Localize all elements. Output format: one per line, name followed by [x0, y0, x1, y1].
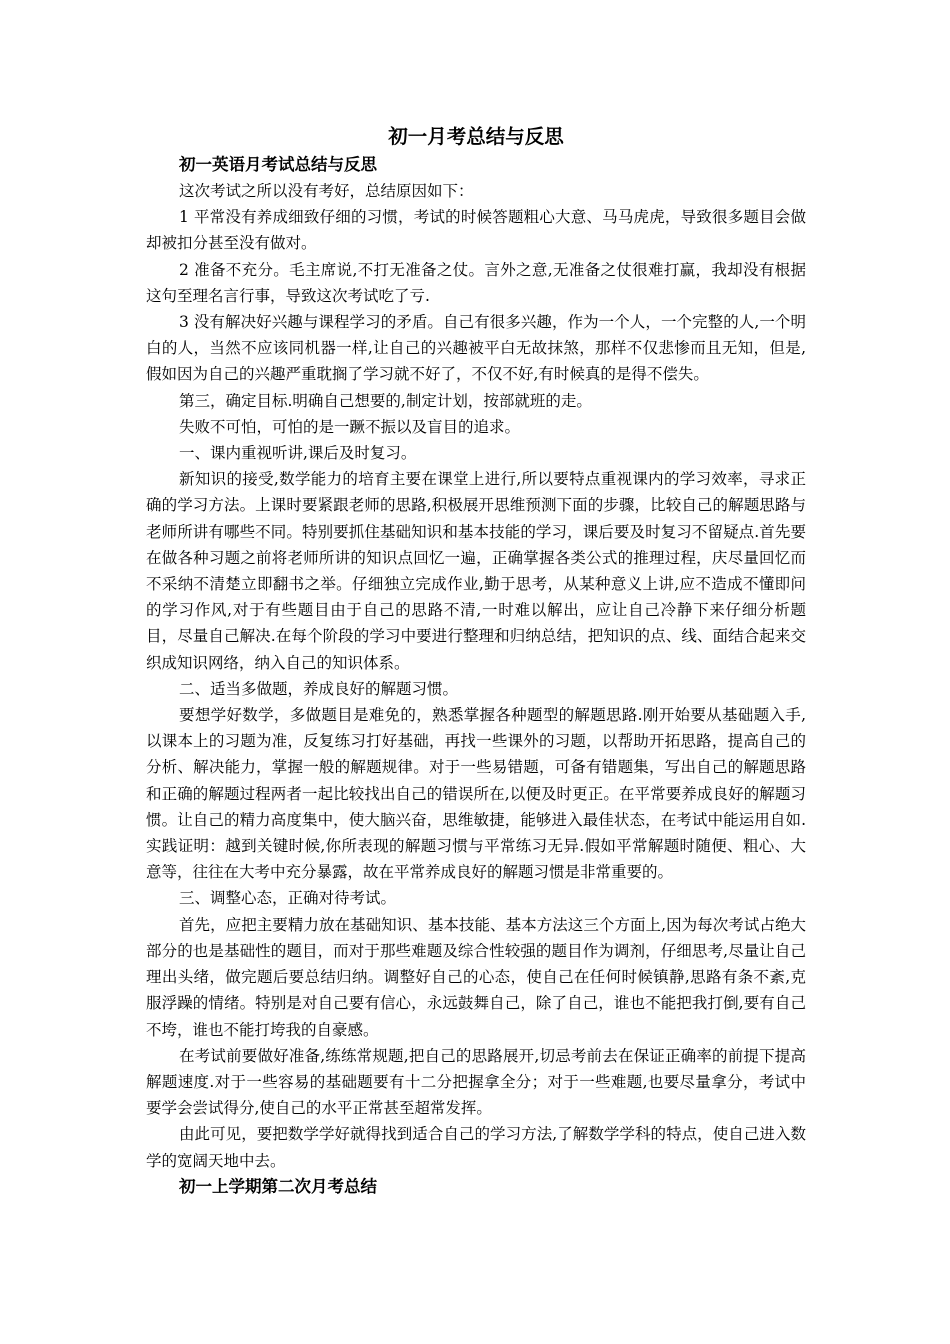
- paragraph-intro: 这次考试之所以没有考好，总结原因如下：: [179, 182, 474, 200]
- heading-more-exercises: 二、适当多做题，养成良好的解题习惯。: [179, 679, 459, 698]
- document-title: 初一月考总结与反思: [388, 125, 564, 148]
- paragraph-preparation: 在考试前要做好准备,练练常规题,把自己的思路展开,切忌考前去在保证正确率的前提下提高解题速度.对于一些容易的基础题要有十二分把握拿全分；对于一些难题,也要尽量拿分，考试中要学会尝试得分,使自己的水平正常甚至超常发挥。: [146, 1046, 806, 1118]
- paragraph-reason-2: 2 准备不充分。毛主席说,不打无准备之仗。言外之意,无准备之仗很难打赢，我却没有根据这句至理名言行事，导致这次考试吃了亏.: [146, 260, 806, 305]
- section-title-second-exam: 初一上学期第二次月考总结: [179, 1176, 377, 1196]
- section-title-english-exam: 初一英语月考试总结与反思: [179, 155, 377, 174]
- document-body: [146, 124, 806, 1200]
- paragraph-failure: 失败不可怕，可怕的是一蹶不振以及盲目的追求。: [179, 417, 521, 436]
- paragraph-conclusion: 由此可见，要把数学学好就得找到适合自己的学习方法,了解数学学科的特点，使自己进入数学的宽阔天地中去。: [146, 1125, 806, 1170]
- paragraph-goal: 第三，确定目标.明确自己想要的,制定计划，按部就班的走。: [179, 391, 592, 410]
- heading-adjust-mindset: 三、调整心态，正确对待考试。: [179, 889, 397, 908]
- paragraph-reason-3: 3 没有解决好兴趣与课程学习的矛盾。自己有很多兴趣，作为一个人，一个完整的人,一个明白的人，当然不应该同机器一样,让自己的兴趣被平白无故抹煞，那样不仅悲惨而且无知，但是,假如因为自己的兴趣严重耽搁了学习就不好了，不仅不好,有时候真的是得不偿失。: [146, 313, 806, 384]
- paragraph-mindset: 首先，应把主要精力放在基础知识、基本技能、基本方法这三个方面上,因为每次考试占绝大部分的也是基础性的题目，而对于那些难题及综合性较强的题目作为调剂，仔细思考,尽量让自己理出头绪，做完题后要总结归纳。调整好自己的心态，使自己在任何时候镇静,思路有条不紊,克服浮躁的情绪。特别是对自己要有信心，永远鼓舞自己，除了自己，谁也不能把我打倒,要有自己不垮，谁也不能打垮我的自豪感。: [146, 915, 806, 1039]
- heading-listen-in-class: 一、课内重视听讲,课后及时复习。: [179, 444, 417, 463]
- paragraph-reason-1: 1 平常没有养成细致仔细的习惯，考试的时候答题粗心大意、马马虎虎，导致很多题目会做却被扣分甚至没有做对。: [146, 208, 806, 253]
- paragraph-exercises: 要想学好数学，多做题目是难免的，熟悉掌握各种题型的解题思路.刚开始要从基础题入手,以课本上的习题为准，反复练习打好基础，再找一些课外的习题，以帮助开拓思路，提高自己的分析、解决能力，掌握一般的解题规律。对于一些易错题，可备有错题集，写出自己的解题思路和正确的解题过程两者一起比较找出自己的错误所在,以便及时更正。在平常要养成良好的解题习惯。让自己的精力高度集中，使大脑兴奋，思维敏捷，能够进入最佳状态，在考试中能运用自如.实践证明：越到关键时候,你所表现的解题习惯与平常练习无异.假如平常解题时随便、粗心、大意等，往往在大考中充分暴露，故在平常养成良好的解题习惯是非常重要的。: [146, 706, 806, 882]
- paragraph-new-knowledge: 新知识的接受,数学能力的培育主要在课堂上进行,所以要特点重视课内的学习效率，寻求正确的学习方法。上课时要紧跟老师的思路,积极展开思维预测下面的步骤，比较自己的解题思路与老师所讲有哪些不同。特别要抓住基础知识和基本技能的学习，课后要及时复习不留疑点.首先要在做各种习题之前将老师所讲的知识点回忆一遍，正确掌握各类公式的推理过程，庆尽量回忆而不采纳不清楚立即翻书之举。仔细独立完成作业,勤于思考，从某种意义上讲,应不造成不懂即问的学习作风,对于有些题目由于自己的思路不清,一时难以解出，应让自己冷静下来仔细分析题目，尽量自己解决.在每个阶段的学习中要进行整理和归纳总结，把知识的点、线、面结合起来交织成知识网络，纳入自己的知识体系。: [146, 470, 806, 672]
